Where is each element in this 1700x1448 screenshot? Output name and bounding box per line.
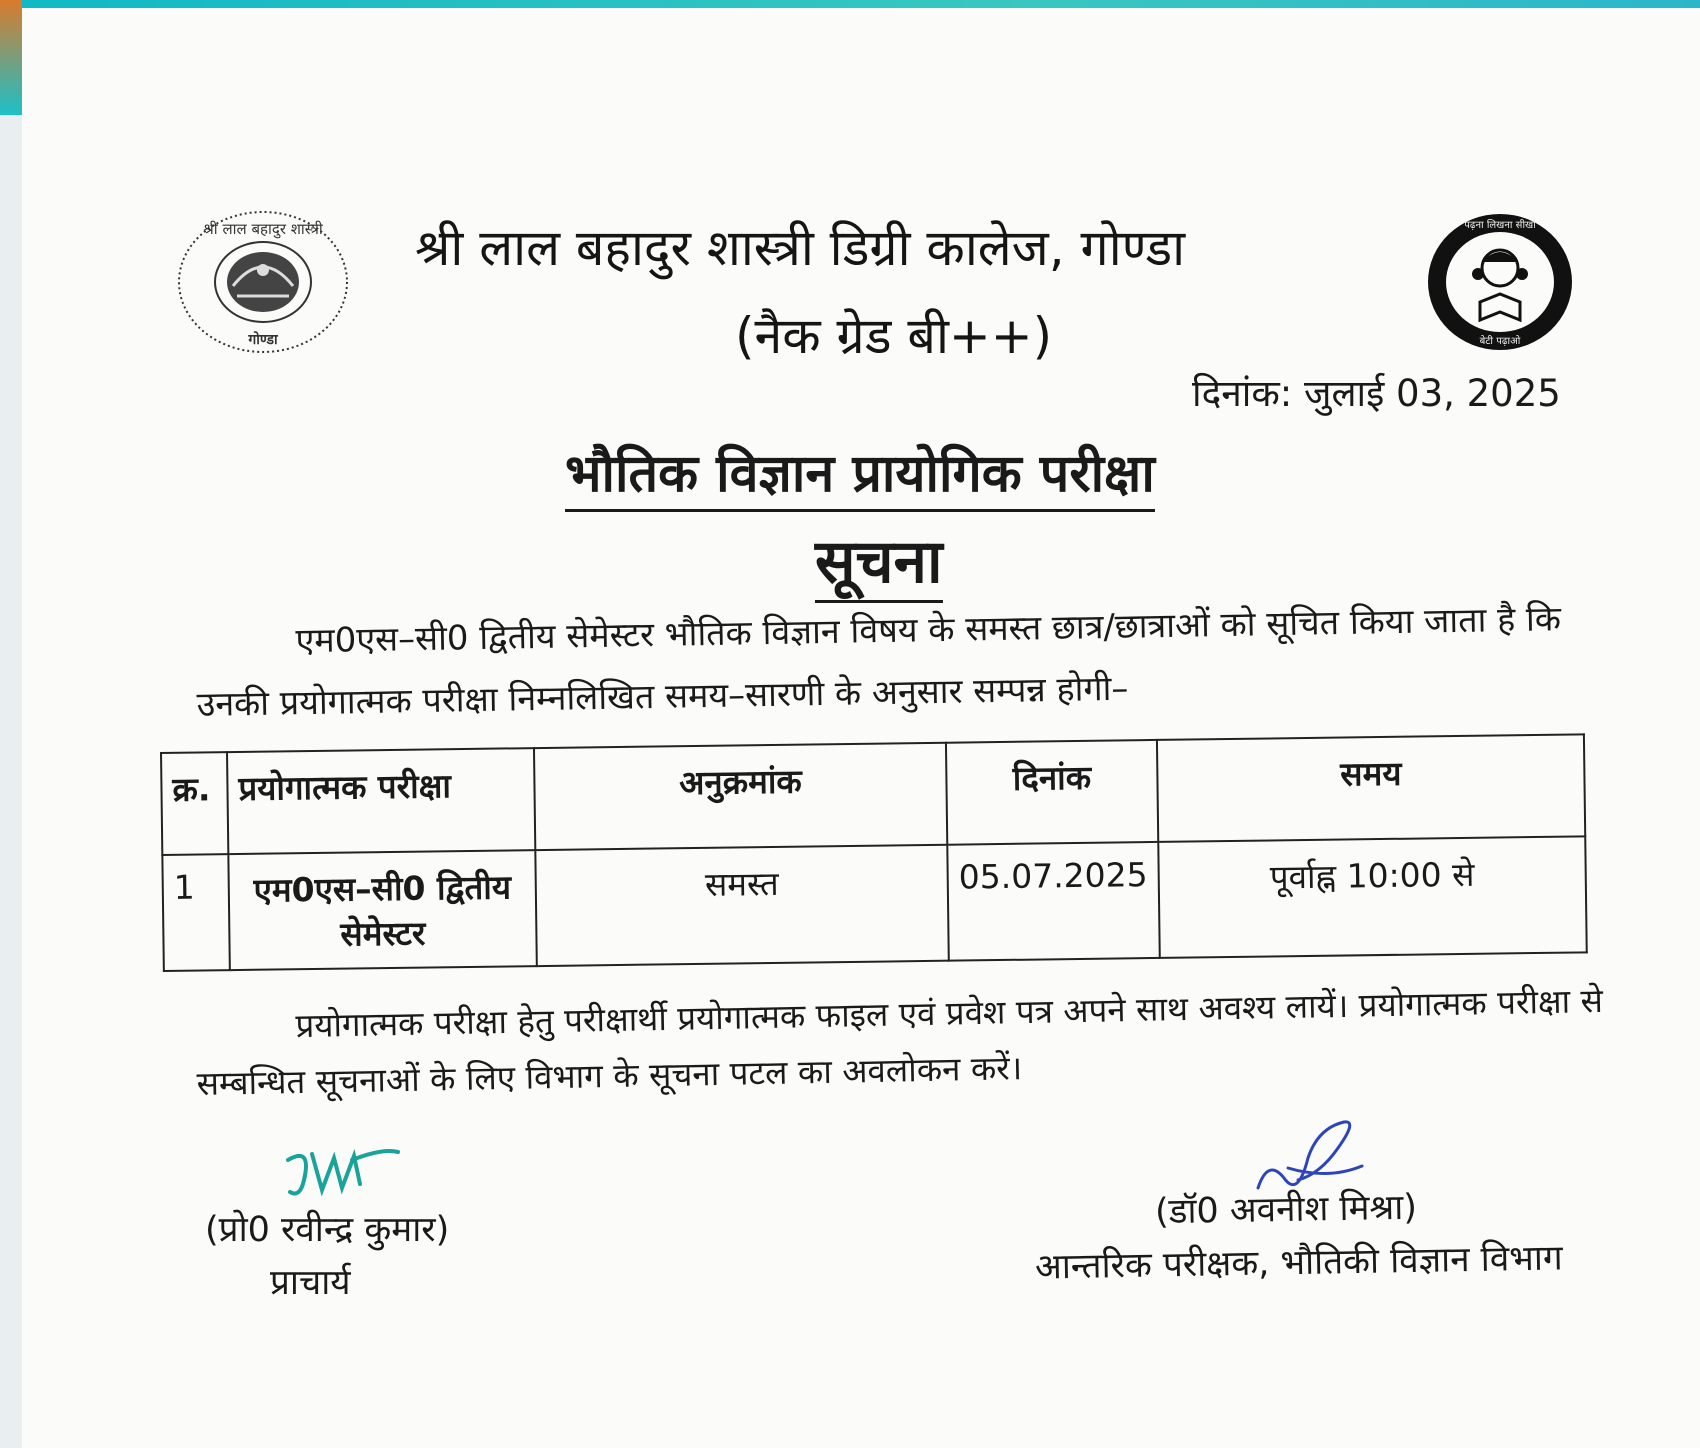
college-seal-logo [175, 208, 351, 356]
header-time: समय [1157, 734, 1585, 842]
svg-text:पढ़ना लिखना सीखो: पढ़ना लिखना सीखो [1464, 220, 1536, 231]
photo-edge-corner [0, 0, 22, 115]
header-roll-number: अनुक्रमांक [534, 743, 947, 850]
principal-role: प्राचार्य [270, 1263, 351, 1303]
intro-paragraph [195, 588, 1597, 736]
examiner-role: आन्तरिक परीक्षक, भौतिकी विज्ञान विभाग [1034, 1238, 1563, 1288]
cell-date: 05.07.2025 [947, 842, 1159, 961]
schedule-table-wrapper [160, 733, 1588, 972]
principal-signature [282, 1140, 402, 1210]
notice-heading: सूचना [815, 518, 943, 603]
header-date: दिनांक [946, 740, 1158, 845]
principal-name: (प्रो0 रवीन्द्र कुमार) [205, 1210, 450, 1250]
instructions-text: प्रयोगात्मक परीक्षा हेतु परीक्षार्थी प्रयोगात्मक फाइल एवं प्रवेश पत्र अपने साथ अवश्य लायें। प्रयोगात्मक परीक्षा से सम्बन्धित सूचनाओं के लिए विभाग के सूचना पटल का अवलोकन करें। [196, 980, 1604, 1103]
examiner-name: (डॉ0 अवनीश मिश्रा) [1154, 1187, 1418, 1233]
svg-text:श्री लाल बहादुर शास्त्री: श्री लाल बहादुर शास्त्री [203, 220, 323, 238]
cell-exam: एम0एस–सी0 द्वितीय सेमेस्टर [228, 850, 536, 970]
schedule-table [160, 733, 1588, 972]
cell-time: पूर्वाह्न 10:00 से [1158, 836, 1586, 958]
header-serial: क्र. [161, 752, 228, 855]
table-row [162, 836, 1586, 971]
exam-title: भौतिक विज्ञान प्रायोगिक परीक्षा [565, 436, 1155, 512]
svg-text:बेटी पढ़ाओ: बेटी पढ़ाओ [1479, 336, 1521, 347]
header-exam: प्रयोगात्मक परीक्षा [227, 748, 535, 854]
notice-date: दिनांक: जुलाई 03, 2025 [1192, 372, 1561, 415]
intro-text: एम0एस–सी0 द्वितीय सेमेस्टर भौतिक विज्ञान विषय के समस्त छात्र/छात्राओं को सूचित किया जाता है कि उनकी प्रयोगात्मक परीक्षा निम्नलिखित समय–सारणी के अनुसार सम्पन्न होगी– [196, 599, 1562, 725]
svg-text:गोण्डा: गोण्डा [248, 332, 278, 348]
cell-serial: 1 [162, 854, 230, 971]
college-name: श्री लाल बहादुर शास्त्री डिग्री कालेज, गोण्डा [415, 219, 1186, 277]
table-header-row [161, 734, 1585, 855]
cell-roll-number: समस्त [535, 845, 948, 966]
beti-padhao-logo [1426, 212, 1574, 352]
naac-grade: (नैक ग्रेड बी++) [735, 307, 1053, 365]
